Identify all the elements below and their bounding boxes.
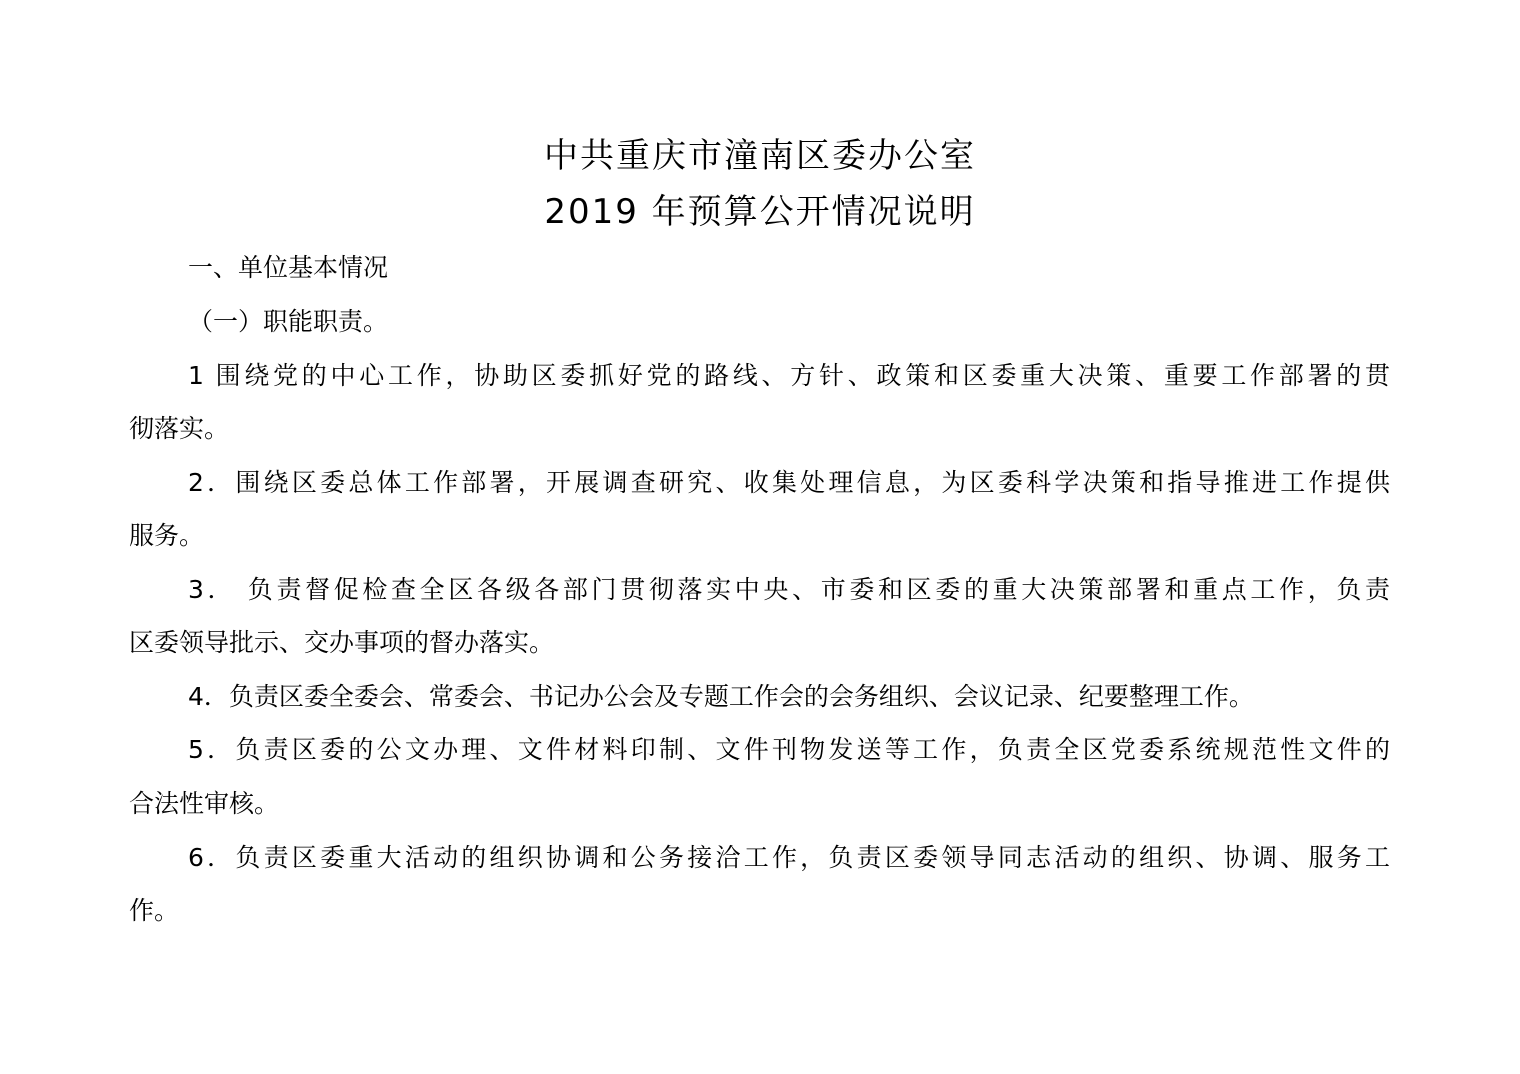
paragraph-2-line-1: 2．围绕区委总体工作部署，开展调查研究、收集处理信息，为区委科学决策和指导推进工作提供 [188,468,1390,497]
paragraph-3-line-2: 区委领导批示、交办事项的督办落实。 [129,628,555,657]
document-title-line2: 2019 年预算公开情况说明 [544,192,976,232]
paragraph-4-line-1: 4．负责区委全委会、常委会、书记办公会及专题工作会的会务组织、会议记录、纪要整理工作。 [188,682,1254,711]
paragraph-6-line-1: 6．负责区委重大活动的组织协调和公务接洽工作，负责区委领导同志活动的组织、协调、服务工 [188,843,1390,872]
paragraph-6-line-2: 作。 [129,896,180,925]
paragraph-3-line-1: 3． 负责督促检查全区各级各部门贯彻落实中央、市委和区委的重大决策部署和重点工作，负责 [188,575,1390,604]
paragraph-1-line-2: 彻落实。 [129,414,230,443]
paragraph-1-line-1: 1 围绕党的中心工作，协助区委抓好党的路线、方针、政策和区委重大决策、重要工作部署的贯 [188,361,1390,390]
document-title-line1: 中共重庆市潼南区委办公室 [544,136,976,176]
paragraph-2-line-2: 服务。 [129,521,205,550]
paragraph-5-line-1: 5．负责区委的公文办理、文件材料印制、文件刊物发送等工作，负责全区党委系统规范性文件的 [188,735,1390,764]
section-heading: 一、单位基本情况 [188,253,389,282]
paragraph-5-line-2: 合法性审核。 [129,789,280,818]
subsection-heading: （一）职能职责。 [188,307,389,336]
